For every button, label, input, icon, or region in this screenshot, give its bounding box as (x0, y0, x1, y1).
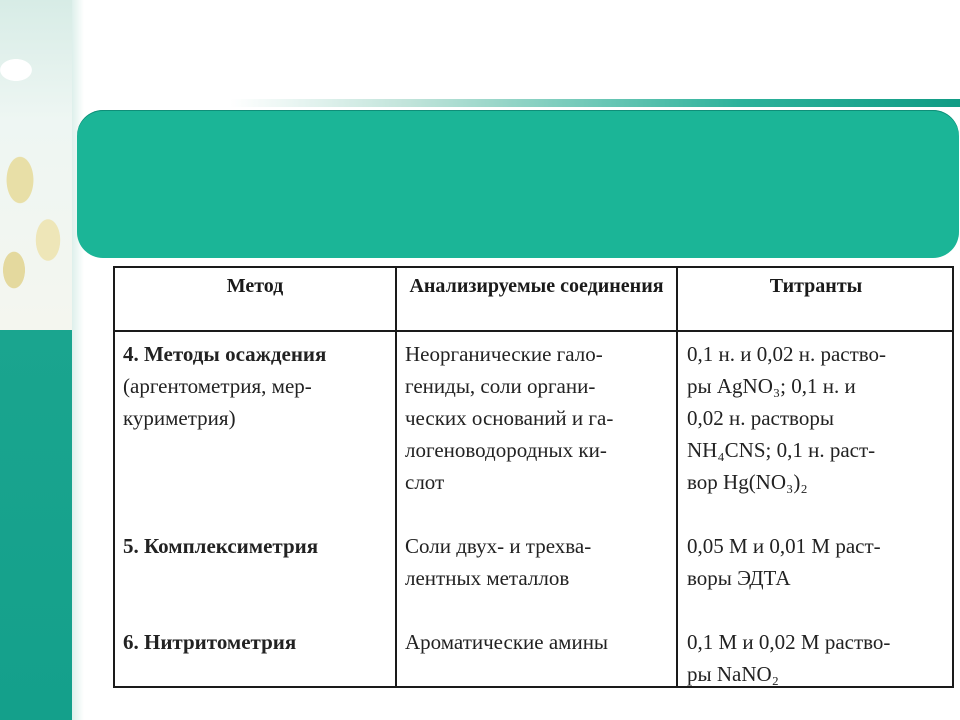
header-titrants: Титранты (769, 275, 863, 297)
row-5-compounds: Соли двух- и трехва- лентных металлов (405, 534, 592, 590)
row-4-titrants: 0,1 н. и 0,02 н. раство- ры AgNO₃; 0,1 н. и 0,02 н. растворы NH₄CNS; 0,1 н. раст- вор Hg(NO₃)₂ (687, 342, 887, 494)
row-5-titrants: 0,05 М и 0,01 М раст- воры ЭДТА (687, 534, 881, 590)
row-4-method: 4. Методы осаждения (аргентометрия, мер- куриметрия) (123, 342, 327, 430)
header-method: Метод (226, 275, 284, 297)
row-6-compounds: Ароматические амины (405, 630, 609, 654)
left-decorative-stripe (0, 0, 72, 720)
row-4-compounds: Неорганические гало- гениды, соли органи- ческих оснований и га- логеноводородных ки- слот (405, 342, 614, 494)
pills-photo (0, 0, 72, 330)
row-5-method: 5. Комплексиметрия (123, 534, 319, 558)
row-6-titrants: 0,1 М и 0,02 М раство- ры NaNO₂ (687, 630, 891, 686)
titration-methods-table (113, 266, 954, 688)
top-accent-bar (230, 99, 960, 107)
row-6-method: 6. Нитритометрия (123, 630, 297, 654)
title-panel (77, 110, 959, 258)
header-compounds: Анализируемые соединения (409, 275, 664, 297)
